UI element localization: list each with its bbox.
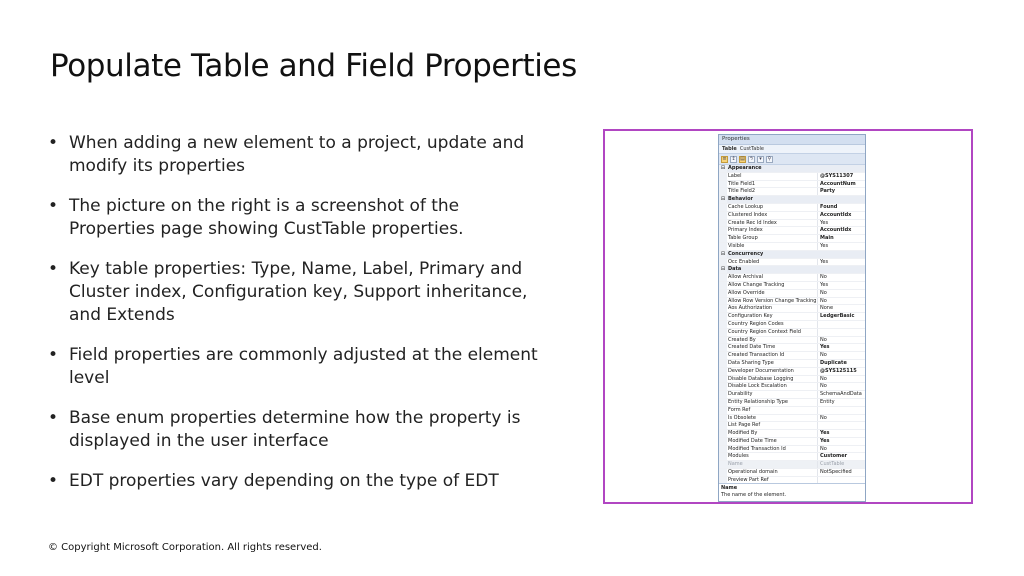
property-row[interactable] — [719, 360, 865, 368]
property-row[interactable] — [719, 337, 865, 345]
bullet-item: • Key table properties: Type, Name, Label, Primary and Cluster index, Configuration key, Support inheritance, and Extends — [48, 258, 548, 327]
property-name: Modules — [728, 453, 749, 460]
row-gutter — [719, 461, 727, 468]
property-value[interactable]: Customer — [817, 453, 865, 460]
property-row[interactable] — [719, 235, 865, 243]
property-row[interactable] — [719, 446, 865, 454]
property-name: Created By — [728, 336, 756, 343]
property-value[interactable]: No — [817, 376, 865, 383]
description-pane — [719, 483, 865, 501]
property-value[interactable]: Yes — [817, 259, 865, 266]
row-gutter — [719, 438, 727, 445]
row-gutter — [719, 290, 727, 297]
property-name: Form Ref — [728, 406, 751, 413]
property-name: Country Region Codes — [728, 320, 784, 327]
row-gutter — [719, 422, 727, 429]
property-name: Title Field2 — [728, 188, 756, 195]
property-value[interactable]: No — [817, 298, 865, 305]
bullet-item: • When adding a new element to a project, update and modify its properties — [48, 132, 548, 178]
property-name: Modified Date Time — [728, 437, 777, 444]
row-gutter — [719, 391, 727, 398]
property-value[interactable]: Yes — [817, 344, 865, 351]
collapse-icon[interactable]: ⊟ — [720, 250, 726, 257]
property-name: Created Transaction Id — [728, 352, 785, 359]
row-gutter — [719, 305, 727, 312]
property-row[interactable] — [719, 181, 865, 189]
category-label: Behavior — [728, 196, 754, 203]
row-gutter — [719, 453, 727, 460]
property-row[interactable] — [719, 399, 865, 407]
property-value[interactable]: AccountIdx — [817, 212, 865, 219]
property-value[interactable]: Entity — [817, 399, 865, 406]
property-name: Table Group — [728, 235, 758, 242]
property-value[interactable]: No — [817, 383, 865, 390]
property-row[interactable] — [719, 469, 865, 477]
property-row[interactable] — [719, 259, 865, 267]
property-value[interactable]: Yes — [817, 220, 865, 227]
row-gutter — [719, 415, 727, 422]
property-value[interactable]: Yes — [817, 282, 865, 289]
property-name: Label — [728, 172, 742, 179]
row-gutter — [719, 227, 727, 234]
row-gutter — [719, 446, 727, 453]
property-name: Modified By — [728, 430, 758, 437]
row-gutter — [719, 368, 727, 375]
category-label: Data — [728, 266, 742, 273]
property-value[interactable]: No — [817, 352, 865, 359]
property-row[interactable] — [719, 274, 865, 282]
property-row[interactable] — [719, 430, 865, 438]
row-gutter — [719, 383, 727, 390]
property-name: Created Date Time — [728, 344, 776, 351]
property-value[interactable]: No — [817, 446, 865, 453]
row-gutter — [719, 407, 727, 414]
collapse-icon[interactable]: ⊟ — [720, 266, 726, 273]
property-row[interactable] — [719, 376, 865, 384]
row-gutter — [719, 360, 727, 367]
property-name: Visible — [728, 242, 745, 249]
property-row[interactable] — [719, 352, 865, 360]
property-row[interactable] — [719, 227, 865, 235]
property-name: Allow Override — [728, 289, 765, 296]
bullet-item: • EDT properties vary depending on the type of EDT — [48, 470, 548, 493]
property-name: Country Region Context Field — [728, 328, 801, 335]
property-name: Configuration Key — [728, 313, 773, 320]
property-name: Occ Enabled — [728, 258, 760, 265]
property-name: Name — [728, 461, 743, 468]
property-value[interactable]: Found — [817, 204, 865, 211]
events-icon[interactable]: ϟ — [749, 155, 754, 162]
property-value[interactable]: AccountIdx — [817, 227, 865, 234]
bullet-list — [48, 132, 548, 510]
bullet-item: • The picture on the right is a screenshot of the Properties page showing CustTable properties. — [48, 195, 548, 241]
row-gutter — [719, 344, 727, 351]
property-row[interactable] — [719, 422, 865, 430]
property-row[interactable] — [719, 383, 865, 391]
screenshot-frame — [603, 129, 973, 504]
row-gutter — [719, 181, 727, 188]
property-category[interactable] — [719, 196, 865, 204]
property-row[interactable] — [719, 407, 865, 415]
property-row[interactable] — [719, 173, 865, 181]
property-name: Allow Archival — [728, 274, 764, 281]
property-row[interactable] — [719, 282, 865, 290]
property-value[interactable]: @SYS11307 — [817, 173, 865, 180]
property-value[interactable]: LedgerBasic — [817, 313, 865, 320]
property-value[interactable]: AccountNum — [817, 181, 865, 188]
row-gutter — [719, 188, 727, 195]
property-name: Allow Row Version Change Tracking — [728, 297, 817, 304]
object-type-label: Table — [722, 146, 737, 152]
property-value[interactable]: CustTable — [817, 461, 865, 468]
property-value[interactable]: Duplicate — [817, 360, 865, 367]
property-name: Developer Documentation — [728, 367, 794, 374]
property-value[interactable]: No — [817, 415, 865, 422]
property-value[interactable]: @SYS125115 — [817, 368, 865, 375]
property-name: Preview Part Ref — [728, 476, 769, 483]
property-row[interactable] — [719, 415, 865, 423]
category-label: Concurrency — [728, 250, 764, 257]
property-category[interactable] — [719, 251, 865, 259]
bullet-item: • Field properties are commonly adjusted at the element level — [48, 344, 548, 390]
properties-window[interactable] — [718, 134, 866, 502]
property-row[interactable] — [719, 305, 865, 313]
property-grid[interactable] — [719, 165, 865, 485]
property-row[interactable] — [719, 290, 865, 298]
property-value[interactable]: Yes — [817, 243, 865, 250]
property-category[interactable] — [719, 266, 865, 274]
row-gutter — [719, 329, 727, 336]
property-name: Primary Index — [728, 227, 763, 234]
row-gutter — [719, 173, 727, 180]
object-name-label: CustTable — [739, 146, 764, 152]
copyright-notice: © Copyright Microsoft Corporation. All rights reserved. — [48, 542, 322, 553]
description-text: The name of the element. — [721, 492, 787, 498]
property-name: Title Field1 — [728, 180, 756, 187]
property-name: Cache Lookup — [728, 203, 764, 210]
row-gutter — [719, 212, 727, 219]
alphabetical-icon[interactable]: ↕ — [731, 155, 736, 162]
property-value[interactable]: No — [817, 337, 865, 344]
row-gutter — [719, 376, 727, 383]
property-name: Durability — [728, 391, 753, 398]
row-gutter — [719, 313, 727, 320]
property-row[interactable] — [719, 461, 865, 469]
property-value[interactable]: Yes — [817, 438, 865, 445]
property-row[interactable] — [719, 368, 865, 376]
property-row[interactable] — [719, 329, 865, 337]
property-value[interactable] — [817, 321, 865, 328]
property-name: Is Obsolete — [728, 414, 756, 421]
row-gutter — [719, 204, 727, 211]
property-name: Disable Lock Escalation — [728, 383, 787, 390]
row-gutter — [719, 235, 727, 242]
property-category[interactable] — [719, 165, 865, 173]
row-gutter — [719, 259, 727, 266]
row-gutter — [719, 298, 727, 305]
property-row[interactable] — [719, 391, 865, 399]
property-row[interactable] — [719, 438, 865, 446]
property-value[interactable] — [817, 422, 865, 429]
property-value[interactable] — [817, 407, 865, 414]
row-gutter — [719, 430, 727, 437]
property-value[interactable] — [817, 329, 865, 336]
property-name: Clustered Index — [728, 211, 768, 218]
property-row[interactable] — [719, 313, 865, 321]
property-row[interactable] — [719, 453, 865, 461]
bullet-item: • Base enum properties determine how the property is displayed in the user interface — [48, 407, 548, 453]
row-gutter — [719, 274, 727, 281]
collapse-icon[interactable]: ⊟ — [720, 165, 726, 171]
row-gutter — [719, 282, 727, 289]
property-row[interactable] — [719, 212, 865, 220]
property-value[interactable]: Party — [817, 188, 865, 195]
property-name: Operational domain — [728, 469, 778, 476]
property-value[interactable]: None — [817, 305, 865, 312]
property-row[interactable] — [719, 243, 865, 251]
property-name: Create Rec Id Index — [728, 219, 777, 226]
property-name: Data Sharing Type — [728, 359, 774, 366]
collapse-icon[interactable]: ⊟ — [720, 196, 726, 203]
property-row[interactable] — [719, 321, 865, 329]
row-gutter — [719, 469, 727, 476]
property-row[interactable] — [719, 298, 865, 306]
row-gutter — [719, 399, 727, 406]
categorized-icon[interactable]: ≡ — [722, 155, 727, 162]
property-name: Allow Change Tracking — [728, 281, 785, 288]
row-gutter — [719, 337, 727, 344]
properties-window-title: Properties — [719, 135, 865, 145]
property-value[interactable]: No — [817, 290, 865, 297]
description-title: Name — [721, 485, 738, 491]
property-name: Entity Relationship Type — [728, 398, 788, 405]
row-gutter — [719, 321, 727, 328]
slide-title: Populate Table and Field Properties — [50, 48, 577, 84]
property-name: Modified Transaction Id — [728, 445, 786, 452]
property-row[interactable] — [719, 220, 865, 228]
row-gutter — [719, 352, 727, 359]
property-value[interactable]: NotSpecified — [817, 469, 865, 476]
property-row[interactable] — [719, 344, 865, 352]
properties-toolbar — [719, 153, 865, 165]
row-gutter — [719, 220, 727, 227]
property-value[interactable]: SchemaAndData — [817, 391, 865, 398]
property-name: Disable Database Logging — [728, 375, 794, 382]
property-row[interactable] — [719, 188, 865, 196]
property-name: Aos Authorization — [728, 305, 773, 312]
row-gutter — [719, 243, 727, 250]
filter-icon[interactable]: ▾ — [757, 156, 764, 163]
search-icon[interactable]: ⚲ — [767, 155, 772, 162]
property-value[interactable]: Main — [817, 235, 865, 242]
category-label: Appearance — [728, 165, 762, 171]
property-value[interactable]: No — [817, 274, 865, 281]
properties-object-selector[interactable] — [719, 145, 865, 153]
property-pages-icon[interactable]: ▤ — [740, 155, 745, 162]
property-row[interactable] — [719, 204, 865, 212]
property-name: List Page Ref — [728, 422, 761, 429]
property-value[interactable]: Yes — [817, 430, 865, 437]
